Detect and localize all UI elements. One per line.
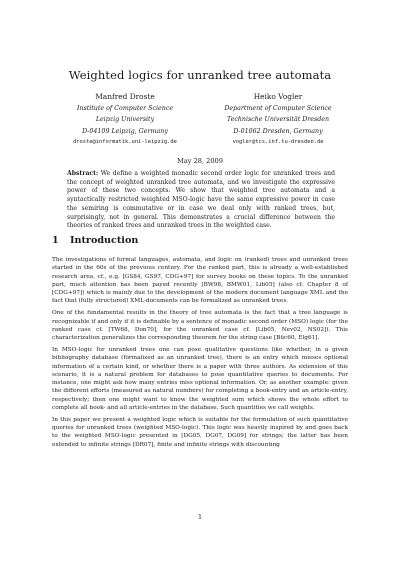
section-heading xyxy=(52,235,138,246)
author-university: Leipzig University xyxy=(95,116,155,124)
author-email: vogler@tcs.inf.tu-dresden.de xyxy=(232,139,324,146)
abstract xyxy=(67,170,335,231)
author-university: Technische Universität Dresden xyxy=(226,116,330,124)
body-paragraph: In this paper we present a weighted logic which is suitable for the formulation of such quantitative queries for unranked trees (weighted MSO-logic). This logic was heavily inspired by and goes back to the weighted MSO-logic presented in [DG05, DG07, DG09] for strings; the latter has been extended to infinite strings [DR07], finite and infinite strings with discounting xyxy=(52,416,348,448)
paper-date: May 28, 2009 xyxy=(177,157,223,165)
author-name: Heiko Vogler xyxy=(253,92,303,101)
author-institute: Institute of Computer Science xyxy=(76,104,174,112)
page-number: 1 xyxy=(197,513,203,521)
body-paragraph: The investigations of formal languages, automata, and logic on (ranked) trees and unranked trees started in the 60s of the previous century. For the ranked part, this is already a well-established research area, cf., e.g. [GS84, GS97, CDG+97] for survey books on these topics. To the unranked part, much attention has been payed recently [BW98, BMW01, Lib05] (also cf. Chapter 8 of [CDG+97]) which is mainly due to the development of the modern document language XML and the fact that (fully structured) XML-documents can be formalized as unranked trees. xyxy=(52,257,348,305)
paper-title: Weighted logics for unranked tree automata xyxy=(68,68,332,82)
section-number: 1 xyxy=(52,235,59,246)
author-1 xyxy=(55,91,195,149)
author-address: D-04109 Leipzig, Germany xyxy=(82,127,168,135)
abstract-text: We define a weighted monadic second order logic for unranked trees and the concept of weighted unranked tree automata, and we investigate the expressive power of these two concepts. We show that weighted tree automata and a syntactically restricted weighted MSO-logic have the same expressive power in case the semiring is commutative or in case we deal only with ranked trees, but, surprisingly, not in general. This demonstrates a crucial difference between the theories of ranked trees and unranked trees in the weighted case. xyxy=(67,170,335,230)
body-text xyxy=(52,256,348,453)
author-2 xyxy=(203,91,353,149)
author-name: Manfred Droste xyxy=(95,92,155,101)
author-address: D-01062 Dresden, Germany xyxy=(233,127,323,135)
body-paragraph: In MSO-logic for unranked trees one can pose qualitative questions like whether, in a given bibliography database (formalized as an unranked tree), there is an entry which misses optional information of a certain kind, or whether there is a paper with three authors. As extension of this scenario, it is a natural problem for databases to pose quantitative queries to documents. For instance, one might ask how many entries miss optional information. Or, as another example: given the different efforts (measured as natural numbers) for completing a book-entry and an article-entry, respectively; then one might want to know the weighted sum which shows the whole effort to complete all book- and all article-entries in the database. Such quantities we call weights. xyxy=(52,346,348,412)
abstract-label: Abstract: xyxy=(67,170,99,177)
section-title: Introduction xyxy=(70,235,139,246)
body-paragraph: One of the fundamental results in the theory of tree automata is the fact that a tree language is recognizable if and only if it is definable by a sentence of monadic second order (MSO) logic (for the ranked case cf. [TW68, Don70], for the unranked case cf. [Lib05, Nev02, NS02]). This characterization generalizes the corresponding theorem for the string case [Büc60, Elg61]. xyxy=(52,310,348,342)
author-email: droste@informatik.uni-leipzig.de xyxy=(73,139,177,146)
author-institute: Department of Computer Science xyxy=(224,104,332,112)
